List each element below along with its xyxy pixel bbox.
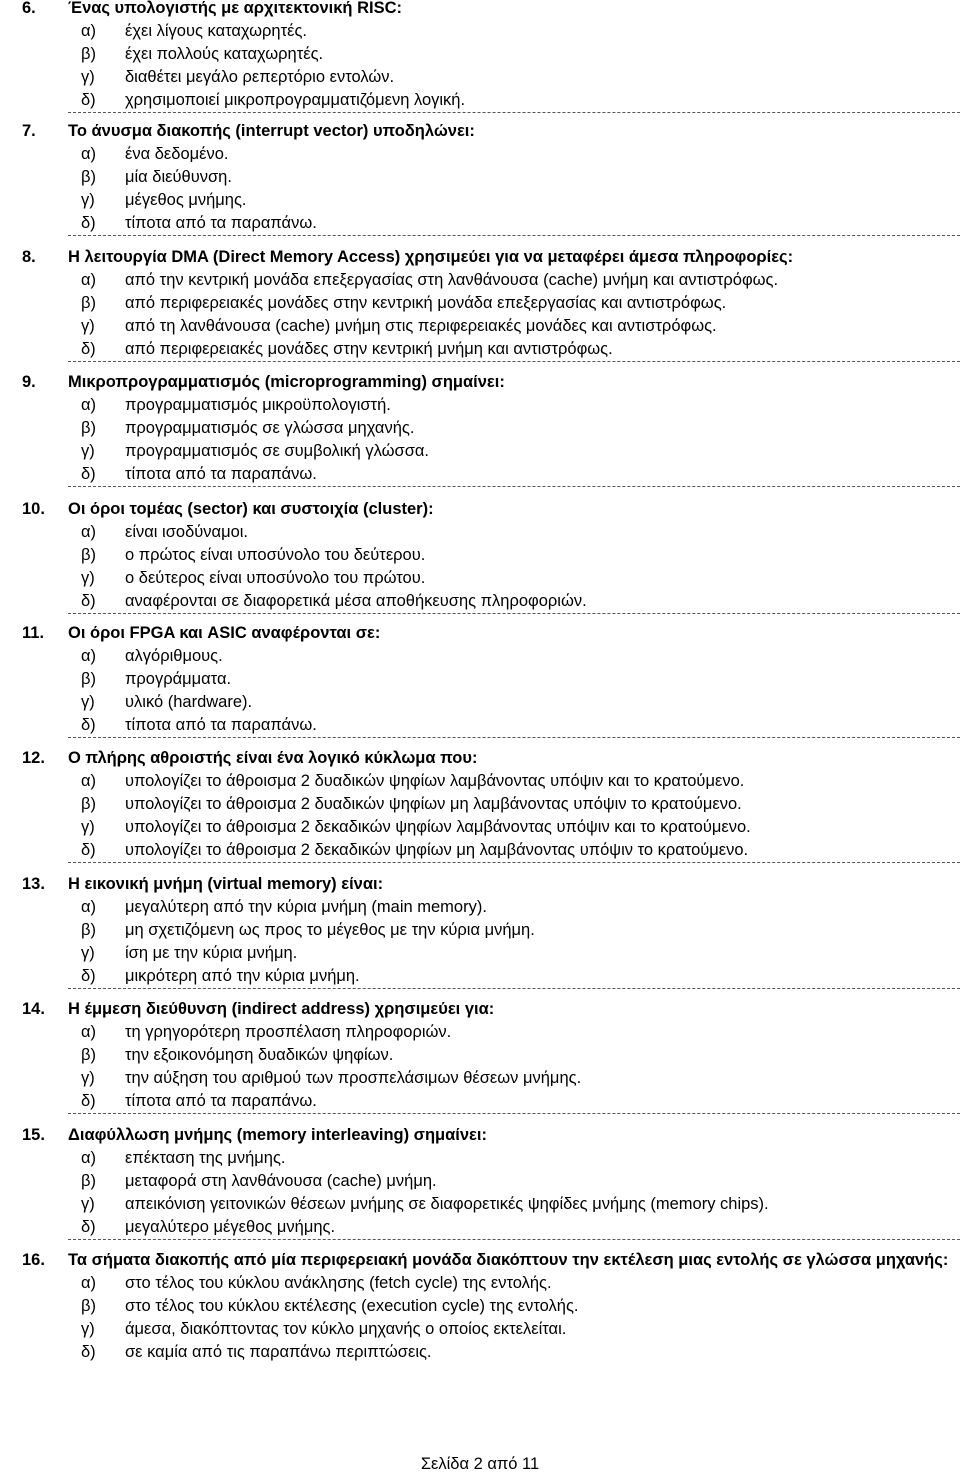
option-letter: γ)	[81, 693, 95, 711]
option-letter: γ)	[81, 1069, 95, 1087]
option-letter: γ)	[81, 1195, 95, 1213]
option-c	[68, 66, 960, 89]
option-letter: α)	[81, 898, 97, 916]
option-a	[68, 1021, 960, 1044]
option-letter: α)	[81, 772, 97, 790]
option-b	[68, 43, 960, 66]
option-c	[68, 1067, 960, 1090]
option-text: από περιφερειακές μονάδες στην κεντρική μονάδα επεξεργασίας και αντιστρόφως.	[125, 294, 727, 312]
option-text: την αύξηση του αριθμού των προσπελάσιμων θέσεων μνήμης.	[125, 1069, 582, 1087]
option-c	[68, 942, 960, 965]
option-b	[68, 1295, 960, 1318]
option-text: έχει λίγους καταχωρητές.	[125, 22, 308, 40]
option-c	[68, 1193, 960, 1216]
question-text: Η λειτουργία DMA (Direct Memory Access) χρησιμεύει για να μεταφέρει άμεσα πληροφορίες:	[68, 248, 794, 266]
option-text: από τη λανθάνουσα (cache) μνήμη στις περιφερειακές μονάδες και αντιστρόφως.	[125, 317, 717, 335]
question-number: 6.	[22, 0, 36, 17]
options-list	[68, 896, 960, 989]
option-text: υπολογίζει το άθροισμα 2 δυαδικών ψηφίων μη λαμβάνοντας υπόψιν το κρατούμενο.	[125, 795, 742, 813]
option-text: υπολογίζει το άθροισμα 2 δεκαδικών ψηφίων μη λαμβάνοντας υπόψιν το κρατούμενο.	[125, 841, 749, 859]
question-number: 10.	[22, 500, 45, 518]
option-text: προγράμματα.	[125, 670, 232, 688]
question-number: 14.	[22, 1000, 45, 1018]
options-list	[68, 770, 960, 863]
option-letter: γ)	[81, 944, 95, 962]
question-14	[0, 998, 960, 1114]
option-a	[68, 1272, 960, 1295]
option-text: άμεσα, διακόπτοντας τον κύκλο μηχανής ο οποίος εκτελείται.	[125, 1320, 567, 1338]
option-d	[68, 1341, 960, 1364]
question-16	[0, 1249, 960, 1364]
option-c	[68, 1318, 960, 1341]
option-letter: γ)	[81, 1320, 95, 1338]
question-text: Η έμμεση διεύθυνση (indirect address) χρησιμεύει για:	[68, 1000, 495, 1018]
option-letter: δ)	[81, 340, 96, 358]
option-a	[68, 645, 960, 668]
option-letter: β)	[81, 1297, 96, 1315]
option-b	[68, 544, 960, 567]
option-text: ο δεύτερος είναι υποσύνολο του πρώτου.	[125, 569, 426, 587]
option-letter: α)	[81, 145, 97, 163]
option-text: είναι ισοδύναμοι.	[125, 523, 249, 541]
option-c	[68, 567, 960, 590]
option-a	[68, 896, 960, 919]
option-d	[68, 714, 960, 737]
option-letter: α)	[81, 396, 97, 414]
option-letter: α)	[81, 523, 97, 541]
question-header	[0, 371, 960, 394]
option-a	[68, 143, 960, 166]
question-header	[0, 998, 960, 1021]
question-8	[0, 246, 960, 362]
question-13	[0, 873, 960, 989]
option-text: από την κεντρική μονάδα επεξεργασίας στη λανθάνουσα (cache) μνήμη και αντιστρόφως.	[125, 271, 779, 289]
question-header	[0, 622, 960, 645]
option-text: χρησιμοποιεί μικροπρογραμματιζόμενη λογική.	[125, 91, 466, 109]
option-b	[68, 292, 960, 315]
option-text: αλγόριθμους.	[125, 647, 223, 665]
option-d	[68, 463, 960, 486]
option-letter: γ)	[81, 818, 95, 836]
option-letter: α)	[81, 647, 97, 665]
option-letter: β)	[81, 795, 96, 813]
question-header	[0, 120, 960, 143]
option-text: επέκταση της μνήμης.	[125, 1149, 286, 1167]
question-number: 8.	[22, 248, 36, 266]
option-b	[68, 166, 960, 189]
option-text: τίποτα από τα παραπάνω.	[125, 214, 317, 232]
question-text: Ο πλήρης αθροιστής είναι ένα λογικό κύκλωμα που:	[68, 749, 478, 767]
options-list	[68, 521, 960, 614]
question-text: Ένας υπολογιστής με αρχιτεκτονική RISC:	[68, 0, 402, 17]
option-letter: δ)	[81, 1218, 96, 1236]
options-list	[68, 1272, 960, 1364]
option-text: μεταφορά στη λανθάνουσα (cache) μνήμη.	[125, 1172, 437, 1190]
question-header	[0, 498, 960, 521]
option-b	[68, 1170, 960, 1193]
option-c	[68, 189, 960, 212]
option-text: σε καμία από τις παραπάνω περιπτώσεις.	[125, 1343, 432, 1361]
option-text: προγραμματισμός μικροϋπολογιστή.	[125, 396, 391, 414]
question-text: Τα σήματα διακοπής από μία περιφερειακή μονάδα διακόπτουν την εκτέλεση μιας εντολής σε γλώσσα μηχανής:	[68, 1251, 949, 1269]
option-letter: β)	[81, 670, 96, 688]
option-text: την εξοικονόμηση δυαδικών ψηφίων.	[125, 1046, 394, 1064]
option-letter: α)	[81, 1023, 97, 1041]
question-number: 12.	[22, 749, 45, 767]
question-number: 9.	[22, 373, 36, 391]
question-text: Διαφύλλωση μνήμης (memory interleaving) σημαίνει:	[68, 1126, 487, 1144]
option-d	[68, 1216, 960, 1239]
option-b	[68, 668, 960, 691]
option-letter: β)	[81, 1046, 96, 1064]
option-a	[68, 521, 960, 544]
option-text: μέγεθος μνήμης.	[125, 191, 247, 209]
option-d	[68, 1090, 960, 1113]
question-text: Η εικονική μνήμη (virtual memory) είναι:	[68, 875, 384, 893]
option-a	[68, 770, 960, 793]
question-header	[0, 246, 960, 269]
option-letter: γ)	[81, 68, 95, 86]
option-d	[68, 965, 960, 988]
options-list	[68, 269, 960, 362]
option-text: από περιφερειακές μονάδες στην κεντρική μνήμη και αντιστρόφως.	[125, 340, 613, 358]
question-number: 15.	[22, 1126, 45, 1144]
option-c	[68, 440, 960, 463]
options-list	[68, 645, 960, 738]
option-a	[68, 394, 960, 417]
question-header	[0, 747, 960, 770]
option-b	[68, 793, 960, 816]
option-text: τίποτα από τα παραπάνω.	[125, 716, 317, 734]
option-c	[68, 315, 960, 338]
option-letter: α)	[81, 1149, 97, 1167]
option-d	[68, 212, 960, 235]
options-list	[68, 1147, 960, 1240]
option-letter: γ)	[81, 442, 95, 460]
question-number: 13.	[22, 875, 45, 893]
option-text: αναφέρονται σε διαφορετικά μέσα αποθήκευσης πληροφοριών.	[125, 592, 587, 610]
option-letter: β)	[81, 1172, 96, 1190]
option-letter: δ)	[81, 1092, 96, 1110]
option-text: υπολογίζει το άθροισμα 2 δεκαδικών ψηφίων λαμβάνοντας υπόψιν και το κρατούμενο.	[125, 818, 751, 836]
option-letter: β)	[81, 921, 96, 939]
option-c	[68, 691, 960, 714]
option-text: υπολογίζει το άθροισμα 2 δυαδικών ψηφίων λαμβάνοντας υπόψιν και το κρατούμενο.	[125, 772, 745, 790]
option-c	[68, 816, 960, 839]
option-d	[68, 89, 960, 112]
option-letter: δ)	[81, 91, 96, 109]
option-text: στο τέλος του κύκλου εκτέλεσης (execution cycle) της εντολής.	[125, 1297, 579, 1315]
option-text: προγραμματισμός σε συμβολική γλώσσα.	[125, 442, 430, 460]
option-b	[68, 417, 960, 440]
option-letter: α)	[81, 22, 97, 40]
option-letter: β)	[81, 45, 96, 63]
question-text: Μικροπρογραμματισμός (microprogramming) σημαίνει:	[68, 373, 505, 391]
option-letter: α)	[81, 1274, 97, 1292]
option-text: μεγαλύτερο μέγεθος μνήμης.	[125, 1218, 336, 1236]
option-text: μία διεύθυνση.	[125, 168, 232, 186]
option-a	[68, 1147, 960, 1170]
option-text: ο πρώτος είναι υποσύνολο του δεύτερου.	[125, 546, 426, 564]
option-b	[68, 919, 960, 942]
options-list	[68, 20, 960, 113]
option-text: έχει πολλούς καταχωρητές.	[125, 45, 324, 63]
question-text: Το άνυσμα διακοπής (interrupt vector) υποδηλώνει:	[68, 122, 475, 140]
option-letter: γ)	[81, 569, 95, 587]
question-header	[0, 873, 960, 896]
option-text: διαθέτει μεγάλο ρεπερτόριο εντολών.	[125, 68, 395, 86]
option-letter: δ)	[81, 465, 96, 483]
option-letter: δ)	[81, 592, 96, 610]
option-text: τη γρηγορότερη προσπέλαση πληροφοριών.	[125, 1023, 452, 1041]
option-a	[68, 269, 960, 292]
question-15	[0, 1124, 960, 1240]
option-letter: β)	[81, 168, 96, 186]
question-text: Οι όροι FPGA και ASIC αναφέρονται σε:	[68, 624, 381, 642]
options-list	[68, 143, 960, 236]
question-number: 7.	[22, 122, 36, 140]
option-text: υλικό (hardware).	[125, 693, 253, 711]
question-header	[0, 1124, 960, 1147]
option-text: απεικόνιση γειτονικών θέσεων μνήμης σε διαφορετικές ψηφίδες μνήμης (memory chips).	[125, 1195, 769, 1213]
option-letter: δ)	[81, 1343, 96, 1361]
option-d	[68, 338, 960, 361]
option-b	[68, 1044, 960, 1067]
options-list	[68, 1021, 960, 1114]
option-letter: β)	[81, 294, 96, 312]
question-number: 16.	[22, 1251, 45, 1269]
option-letter: α)	[81, 271, 97, 289]
option-text: στο τέλος του κύκλου ανάκλησης (fetch cycle) της εντολής.	[125, 1274, 552, 1292]
option-letter: γ)	[81, 191, 95, 209]
question-12	[0, 747, 960, 863]
question-number: 11.	[22, 624, 45, 642]
option-letter: β)	[81, 546, 96, 564]
option-text: τίποτα από τα παραπάνω.	[125, 465, 317, 483]
option-letter: δ)	[81, 967, 96, 985]
page-footer: Σελίδα 2 από 11	[420, 1455, 540, 1473]
question-7	[0, 120, 960, 236]
option-text: μεγαλύτερη από την κύρια μνήμη (main memory).	[125, 898, 487, 916]
option-a	[68, 20, 960, 43]
question-text: Οι όροι τομέας (sector) και συστοιχία (cluster):	[68, 500, 434, 518]
question-10	[0, 498, 960, 614]
option-text: τίποτα από τα παραπάνω.	[125, 1092, 317, 1110]
question-6	[0, 0, 960, 113]
option-text: προγραμματισμός σε γλώσσα μηχανής.	[125, 419, 415, 437]
question-9	[0, 371, 960, 487]
option-text: ίση με την κύρια μνήμη.	[125, 944, 298, 962]
option-letter: β)	[81, 419, 96, 437]
option-letter: δ)	[81, 214, 96, 232]
option-text: μη σχετιζόμενη ως προς το μέγεθος με την κύρια μνήμη.	[125, 921, 535, 939]
question-11	[0, 622, 960, 738]
option-text: ένα δεδομένο.	[125, 145, 229, 163]
option-letter: δ)	[81, 841, 96, 859]
question-header	[0, 0, 960, 20]
option-text: μικρότερη από την κύρια μνήμη.	[125, 967, 360, 985]
option-letter: γ)	[81, 317, 95, 335]
option-letter: δ)	[81, 716, 96, 734]
option-d	[68, 839, 960, 862]
option-d	[68, 590, 960, 613]
options-list	[68, 394, 960, 487]
